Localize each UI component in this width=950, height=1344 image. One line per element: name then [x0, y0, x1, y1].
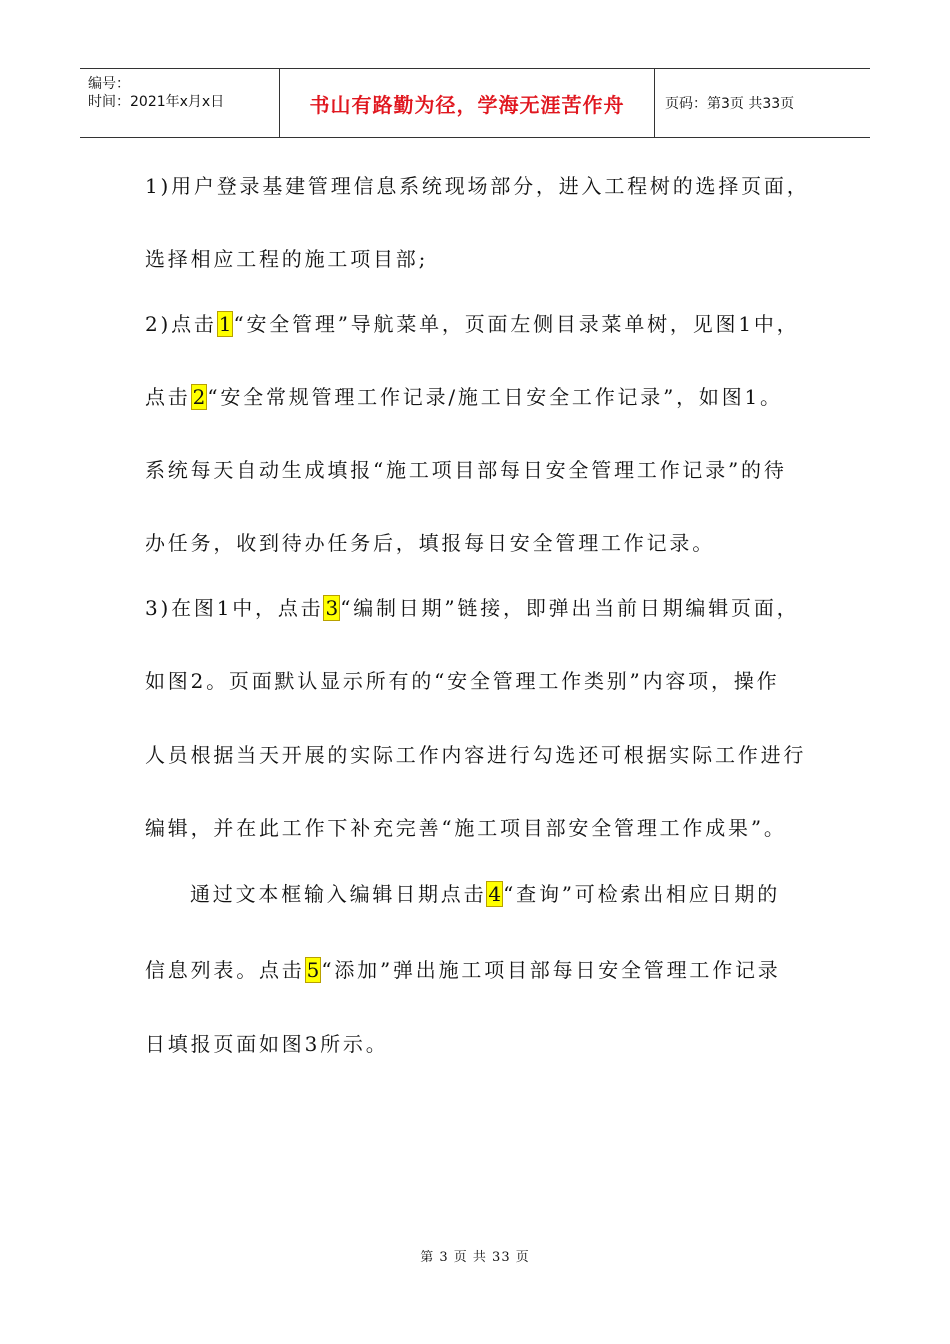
body-text: 通过文本框输入编辑日期点击 [190, 882, 487, 906]
body-line-7 [145, 594, 799, 622]
body-text: “添加”弹出施工项目部每日安全管理工作记录 [321, 958, 781, 982]
body-text: 2)点击 [145, 312, 217, 336]
body-text: 3)在图1中，点击 [145, 596, 324, 620]
header-meta-cell [80, 69, 280, 137]
body-line-12 [145, 956, 781, 984]
callout-marker-4: 4 [488, 882, 502, 906]
body-line-6: 办任务，收到待办任务后，填报每日安全管理工作记录。 [145, 531, 715, 555]
body-text: “安全管理”导航菜单，页面左侧目录菜单树，见图1中， [233, 312, 800, 336]
callout-marker-2: 2 [192, 385, 206, 409]
callout-marker-3: 3 [325, 596, 339, 620]
body-line-8: 如图2。页面默认显示所有的“安全管理工作类别”内容项，操作 [145, 669, 780, 693]
document-header [80, 68, 870, 138]
header-motto-cell [280, 69, 655, 137]
body-line-1: 1)用户登录基建管理信息系统现场部分，进入工程树的选择页面， [145, 174, 810, 198]
body-line-5: 系统每天自动生成填报“施工项目部每日安全管理工作记录”的待 [145, 458, 787, 482]
body-line-11 [190, 880, 780, 908]
body-text: “编制日期”链接，即弹出当前日期编辑页面， [340, 596, 800, 620]
body-line-13: 日填报页面如图3所示。 [145, 1032, 389, 1056]
body-text: 点击 [145, 385, 191, 409]
page-footer: 第 3 页 共 33 页 [420, 1250, 530, 1265]
body-line-10: 编辑，并在此工作下补充完善“施工项目部安全管理工作成果”。 [145, 816, 787, 840]
body-line-9: 人员根据当天开展的实际工作内容进行勾选还可根据实际工作进行 [145, 743, 807, 767]
header-motto: 书山有路勤为径，学海无涯苦作舟 [309, 92, 625, 117]
header-page-info: 页码：第3页 共33页 [665, 96, 795, 112]
body-text: “查询”可检索出相应日期的 [503, 882, 780, 906]
body-text: 信息列表。点击 [145, 958, 305, 982]
body-line-2: 选择相应工程的施工项目部; [145, 247, 429, 271]
body-text: “安全常规管理工作记录/施工日安全工作记录”，如图1。 [207, 385, 783, 409]
callout-marker-5: 5 [306, 958, 320, 982]
document-number-label: 编号： [88, 76, 130, 92]
body-line-4 [145, 383, 783, 411]
callout-marker-1: 1 [218, 312, 232, 336]
body-line-3 [145, 310, 799, 338]
document-date: 时间：2021年x月x日 [88, 94, 225, 110]
